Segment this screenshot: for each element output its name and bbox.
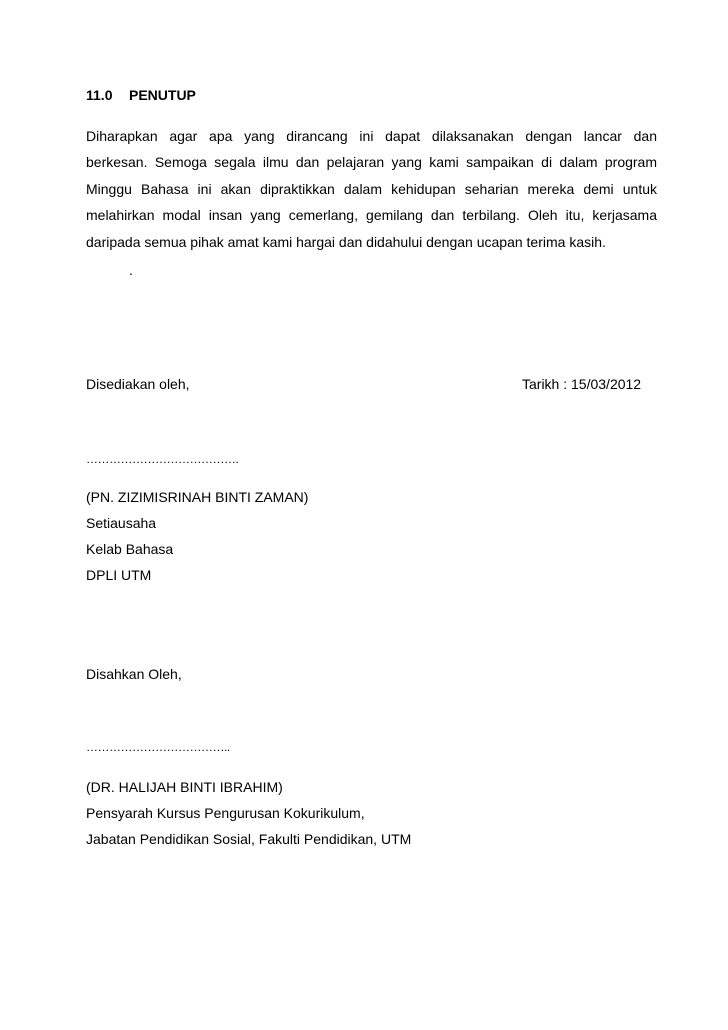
- approved-name: (DR. HALIJAH BINTI IBRAHIM): [86, 779, 283, 795]
- approved-position: Pensyarah Kursus Pengurusan Kokurikulum,: [86, 805, 365, 821]
- section-heading: [86, 87, 196, 103]
- closing-paragraph: [86, 123, 657, 255]
- paragraph-line: daripada semua pihak amat kami hargai dan didahului dengan ucapan terima kasih.: [86, 233, 606, 250]
- section-number: 11.0: [86, 87, 113, 103]
- prepared-by-label: Disediakan oleh,: [86, 376, 190, 392]
- paragraph-line: Minggu Bahasa ini akan dipraktikkan dalam kehidupan seharian mereka demi untuk: [86, 180, 657, 197]
- stray-dot: .: [129, 262, 133, 278]
- prepared-institution: DPLI UTM: [86, 567, 152, 583]
- paragraph-line: Diharapkan agar apa yang dirancang ini dapat dilaksanakan dengan lancar dan: [86, 128, 657, 144]
- approved-department: Jabatan Pendidikan Sosial, Fakulti Pendidikan, UTM: [86, 831, 412, 847]
- paragraph-line: melahirkan modal insan yang cemerlang, gemilang dan terbilang. Oleh itu, kerjasama: [86, 207, 657, 224]
- prepared-name: (PN. ZIZIMISRINAH BINTI ZAMAN): [86, 489, 309, 505]
- paragraph-line: berkesan. Semoga segala ilmu dan pelajaran yang kami sampaikan di dalam program: [86, 154, 657, 171]
- prepared-position: Setiausaha: [86, 515, 157, 531]
- prepared-club: Kelab Bahasa: [86, 541, 174, 557]
- prepared-signature-line: ………………………………….: [86, 452, 239, 466]
- approved-signature-line: ………………………………..: [86, 740, 230, 754]
- approved-by-label: Disahkan Oleh,: [86, 666, 182, 682]
- section-title: PENUTUP: [129, 87, 196, 103]
- date-label: Tarikh : 15/03/2012: [522, 376, 642, 392]
